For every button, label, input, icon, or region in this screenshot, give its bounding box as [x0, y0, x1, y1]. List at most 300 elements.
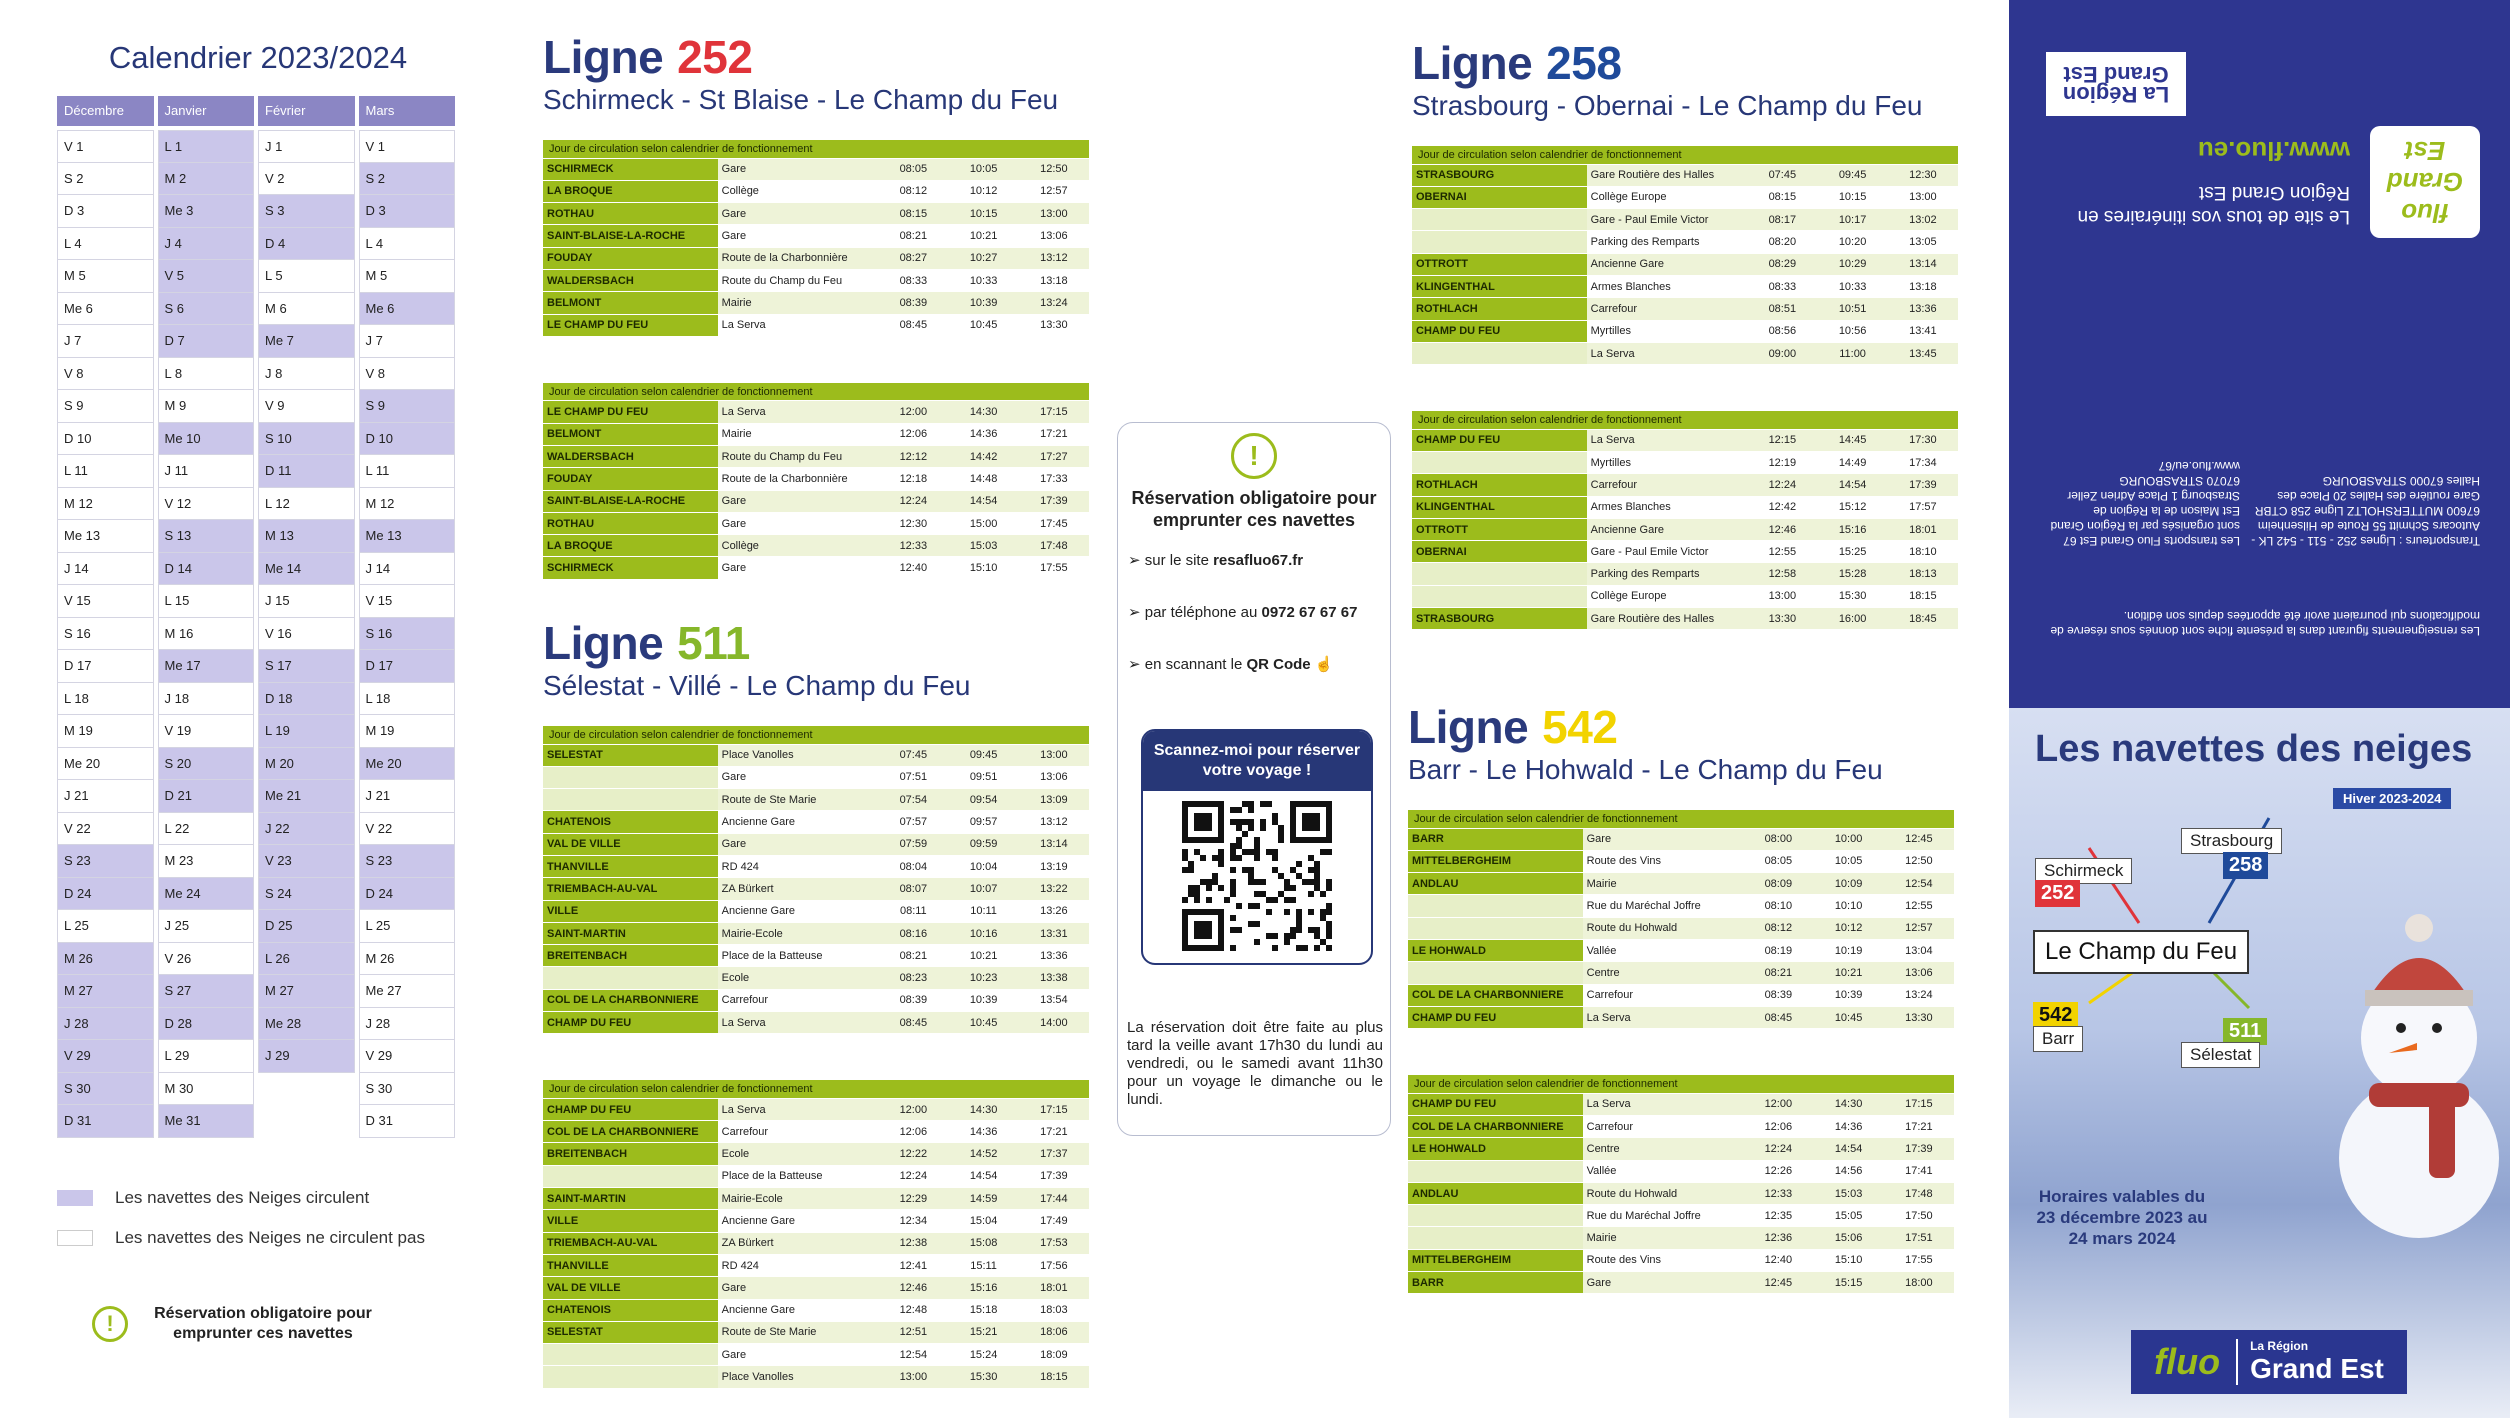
line-number: 511	[677, 617, 750, 669]
stop-name: Route de la Charbonnière	[718, 247, 879, 269]
calendar-day: M 5	[57, 260, 154, 293]
stop-name: La Serva	[718, 401, 879, 423]
badge-258: 258	[2223, 852, 2268, 879]
departure-time: 08:05	[878, 158, 948, 180]
departure-time: 13:54	[1019, 989, 1089, 1011]
timetable-row	[543, 247, 1089, 269]
departure-time: 12:40	[1743, 1249, 1813, 1271]
reservation-phone[interactable]: 0972 67 67 67	[1261, 604, 1358, 621]
stop-name: Gare	[718, 512, 879, 534]
timetable-row	[543, 811, 1089, 833]
calendar-day: J 14	[57, 553, 154, 586]
stop-town: TRIEMBACH-AU-VAL	[543, 1232, 718, 1254]
calendar-day: J 22	[258, 813, 355, 846]
departure-time: 13:18	[1888, 275, 1958, 297]
calendar-day: J 18	[158, 683, 255, 716]
stop-town: VILLE	[543, 1210, 718, 1232]
stop-town: LE CHAMP DU FEU	[543, 314, 718, 336]
legend-swatch-on	[57, 1190, 93, 1206]
fluo-logo: fluo Grand Est	[2370, 126, 2480, 238]
departure-time: 12:46	[878, 1277, 948, 1299]
departure-time: 12:22	[878, 1143, 948, 1165]
calendar-day: M 12	[359, 488, 456, 521]
stop-name: Mairie-Ecole	[718, 1188, 879, 1210]
stop-town	[1412, 209, 1587, 231]
departure-time: 10:00	[1813, 828, 1883, 850]
stop-town: BREITENBACH	[543, 1143, 718, 1165]
departure-time: 13:24	[1019, 292, 1089, 314]
stop-town: BARR	[1408, 1272, 1583, 1294]
departure-time: 18:00	[1884, 1272, 1954, 1294]
departure-time: 17:56	[1019, 1254, 1089, 1276]
departure-time: 13:06	[1019, 766, 1089, 788]
pin-strasbourg: Strasbourg	[2181, 828, 2282, 854]
legend-off-label: Les navettes des Neiges ne circulent pas	[115, 1228, 425, 1247]
departure-time: 15:04	[948, 1210, 1018, 1232]
line-block-258	[1412, 36, 1958, 630]
departure-time: 13:30	[1019, 314, 1089, 336]
calendar-day: J 21	[57, 780, 154, 813]
stop-town: ROTHLACH	[1412, 474, 1587, 496]
fluo-url[interactable]: www.fluo.eu	[2197, 136, 2350, 166]
departure-time: 17:15	[1019, 401, 1089, 423]
stop-town: SCHIRMECK	[543, 557, 718, 579]
calendar-month-header: Février	[258, 96, 355, 126]
departure-time: 14:49	[1817, 451, 1887, 473]
departure-time: 15:24	[948, 1344, 1018, 1366]
departure-time: 17:39	[1884, 1138, 1954, 1160]
calendar-day: V 29	[359, 1040, 456, 1073]
timetable-header: Jour de circulation selon calendrier de fonctionnement	[1408, 1075, 1954, 1093]
timetable-row	[543, 401, 1089, 423]
calendar-day: Me 10	[158, 423, 255, 456]
timetable-row	[543, 766, 1089, 788]
departure-time: 10:17	[1817, 209, 1887, 231]
qr-card-title: Scannez-moi pour réserver votre voyage !	[1143, 731, 1371, 791]
calendar-month-header: Janvier	[158, 96, 255, 126]
calendar-day: Me 24	[158, 878, 255, 911]
timetable-header: Jour de circulation selon calendrier de fonctionnement	[1412, 146, 1958, 164]
departure-time: 13:22	[1019, 878, 1089, 900]
timetable-row	[543, 1165, 1089, 1187]
departure-time: 10:19	[1813, 939, 1883, 961]
departure-time: 13:38	[1019, 967, 1089, 989]
departure-time: 14:54	[1817, 474, 1887, 496]
departure-time: 12:57	[1884, 917, 1954, 939]
departure-time: 15:03	[1813, 1182, 1883, 1204]
calendar-day: D 18	[258, 683, 355, 716]
stop-name: La Serva	[1587, 429, 1748, 451]
departure-time: 08:33	[1747, 275, 1817, 297]
departure-time: 17:44	[1019, 1188, 1089, 1210]
calendar-day: D 31	[359, 1105, 456, 1138]
departure-time: 10:12	[1813, 917, 1883, 939]
brand-region: La Région	[2250, 1339, 2309, 1353]
calendar-day: Me 20	[57, 748, 154, 781]
departure-time: 10:10	[1813, 895, 1883, 917]
stop-town: LE HOHWALD	[1408, 939, 1583, 961]
calendar-day: D 28	[158, 1008, 255, 1041]
calendar-day: M 12	[57, 488, 154, 521]
site-prefix: ➢ sur le site	[1128, 552, 1214, 569]
calendar-day: V 8	[57, 358, 154, 391]
departure-time: 14:30	[1813, 1093, 1883, 1115]
departure-time: 10:29	[1817, 253, 1887, 275]
departure-time: 09:57	[948, 811, 1018, 833]
departure-time: 09:51	[948, 766, 1018, 788]
departure-time: 15:28	[1817, 563, 1887, 585]
stop-town	[543, 1366, 718, 1388]
timetable-row	[1412, 320, 1958, 342]
departure-time: 18:15	[1888, 585, 1958, 607]
calendar-day: L 25	[57, 910, 154, 943]
timetable-row	[1408, 895, 1954, 917]
departure-time: 12:51	[878, 1321, 948, 1343]
line-route: Sélestat - Villé - Le Champ du Feu	[543, 670, 971, 701]
calendar-day: L 22	[158, 813, 255, 846]
stop-name: Route des Vins	[1583, 1249, 1744, 1271]
timetable-header: Jour de circulation selon calendrier de fonctionnement	[543, 726, 1089, 744]
timetable-row	[543, 1277, 1089, 1299]
timetable-header: Jour de circulation selon calendrier de fonctionnement	[543, 140, 1089, 158]
departure-time: 08:51	[1747, 298, 1817, 320]
calendar	[57, 96, 459, 1138]
timetable-row	[543, 900, 1089, 922]
departure-time: 10:07	[948, 878, 1018, 900]
line-title	[1412, 36, 1958, 90]
reservation-box	[1117, 422, 1391, 1136]
stop-town	[1408, 1160, 1583, 1182]
calendar-month-column	[57, 130, 154, 1138]
stop-town: CHAMP DU FEU	[1412, 429, 1587, 451]
departure-time: 12:57	[1019, 180, 1089, 202]
calendar-day: Me 31	[158, 1105, 255, 1138]
departure-time: 15:15	[1813, 1272, 1883, 1294]
timetable-row	[543, 1366, 1089, 1388]
timetable-row	[543, 292, 1089, 314]
timetable	[1408, 1075, 1954, 1294]
stop-town	[1412, 451, 1587, 473]
stop-name: Gare	[718, 1277, 879, 1299]
calendar-day: M 19	[57, 715, 154, 748]
calendar-month-column	[158, 130, 255, 1138]
stop-town: TRIEMBACH-AU-VAL	[543, 878, 718, 900]
calendar-day: V 1	[359, 130, 456, 163]
departure-time: 08:45	[1743, 1006, 1813, 1028]
line-route: Barr - Le Hohwald - Le Champ du Feu	[1408, 754, 1883, 785]
stop-town	[1412, 585, 1587, 607]
stop-town: OTTROTT	[1412, 253, 1587, 275]
departure-time: 10:39	[948, 989, 1018, 1011]
stop-town	[1412, 342, 1587, 364]
departure-time: 08:39	[878, 989, 948, 1011]
departure-time: 10:39	[948, 292, 1018, 314]
validity-dates: Horaires valables du 23 décembre 2023 au 24 mars 2024	[2036, 1187, 2208, 1248]
stop-town: VAL DE VILLE	[543, 1277, 718, 1299]
departure-time: 17:48	[1019, 535, 1089, 557]
departure-time: 12:55	[1884, 895, 1954, 917]
departure-time: 09:54	[948, 789, 1018, 811]
departure-time: 17:41	[1884, 1160, 1954, 1182]
timetable-row	[1412, 518, 1958, 540]
right-panel	[2009, 0, 2510, 1418]
stop-town	[543, 789, 718, 811]
stop-name: Myrtilles	[1587, 451, 1748, 473]
departure-time: 12:54	[878, 1344, 948, 1366]
badge-252: 252	[2035, 880, 2080, 907]
calendar-day: S 9	[57, 390, 154, 423]
calendar-day: M 13	[258, 520, 355, 553]
departure-time: 17:45	[1019, 512, 1089, 534]
departure-time: 12:34	[878, 1210, 948, 1232]
stop-name: ZA Bürkert	[718, 1232, 879, 1254]
calendar-day: D 24	[57, 878, 154, 911]
departure-time: 08:05	[1743, 850, 1813, 872]
calendar-month-column	[359, 130, 456, 1138]
calendar-day: S 23	[57, 845, 154, 878]
departure-time: 08:15	[1747, 186, 1817, 208]
calendar-day: S 17	[258, 650, 355, 683]
timetable-row	[1408, 1205, 1954, 1227]
departure-time: 12:06	[1743, 1115, 1813, 1137]
line-label: Ligne	[1408, 701, 1529, 753]
calendar-day	[258, 1105, 355, 1138]
stop-town: VILLE	[543, 900, 718, 922]
departure-time: 09:59	[948, 833, 1018, 855]
qr-code-image[interactable]	[1182, 801, 1332, 951]
stop-town: SAINT-MARTIN	[543, 922, 718, 944]
line-block-542	[1408, 700, 1954, 1294]
stop-name: Collège	[718, 535, 879, 557]
calendar-day: D 21	[158, 780, 255, 813]
departure-time: 08:16	[878, 922, 948, 944]
reservation-notice	[92, 1304, 402, 1344]
calendar-day: V 22	[359, 813, 456, 846]
departure-time: 13:31	[1019, 922, 1089, 944]
departure-time: 08:45	[878, 1012, 948, 1034]
calendar-title: Calendrier 2023/2024	[108, 40, 408, 75]
stop-name: Rue du Maréchal Joffre	[1583, 1205, 1744, 1227]
departure-time: 10:15	[948, 203, 1018, 225]
phone-prefix: ➢ par téléphone au	[1128, 604, 1262, 621]
calendar-day: L 12	[258, 488, 355, 521]
stop-name: RD 424	[718, 1254, 879, 1276]
departure-time: 12:30	[878, 512, 948, 534]
timetable-row	[1408, 1182, 1954, 1204]
destination-champ-du-feu: Le Champ du Feu	[2033, 930, 2249, 974]
departure-time: 08:17	[1747, 209, 1817, 231]
stop-town: COL DE LA CHARBONNIERE	[1408, 984, 1583, 1006]
stop-name: La Serva	[1587, 342, 1748, 364]
stop-town	[543, 1344, 718, 1366]
calendar-day: M 27	[258, 975, 355, 1008]
timetable-row	[1412, 209, 1958, 231]
reservation-box-title: Réservation obligatoire pour emprunter ces navettes	[1131, 488, 1377, 530]
back-cover	[2009, 0, 2510, 708]
calendar-day: Me 6	[359, 293, 456, 326]
calendar-day: D 3	[57, 195, 154, 228]
departure-time: 14:36	[948, 423, 1018, 445]
departure-time: 17:30	[1888, 429, 1958, 451]
timetable-row	[1412, 541, 1958, 563]
calendar-day: V 19	[158, 715, 255, 748]
stop-name: Gare - Paul Emile Victor	[1587, 209, 1748, 231]
departure-time: 13:00	[1747, 585, 1817, 607]
timetable-header: Jour de circulation selon calendrier de fonctionnement	[543, 1080, 1089, 1098]
departure-time: 10:05	[948, 158, 1018, 180]
departure-time: 10:16	[948, 922, 1018, 944]
stop-name: Ancienne Gare	[718, 900, 879, 922]
departure-time: 15:08	[948, 1232, 1018, 1254]
timetable-row	[1412, 275, 1958, 297]
timetable-row	[1412, 429, 1958, 451]
stop-town: COL DE LA CHARBONNIERE	[543, 989, 718, 1011]
departure-time: 08:21	[878, 225, 948, 247]
stop-town	[1408, 1205, 1583, 1227]
departure-time: 12:15	[1747, 429, 1817, 451]
stop-town: CHAMP DU FEU	[543, 1012, 718, 1034]
stop-name: Centre	[1583, 1138, 1744, 1160]
departure-time: 15:10	[948, 557, 1018, 579]
departure-time: 14:42	[948, 445, 1018, 467]
timetable-row	[543, 1232, 1089, 1254]
timetable	[1408, 810, 1954, 1029]
reservation-site-link[interactable]: resafluo67.fr	[1213, 552, 1304, 569]
calendar-day: L 25	[359, 910, 456, 943]
departure-time: 17:21	[1884, 1115, 1954, 1137]
departure-time: 08:45	[878, 314, 948, 336]
calendar-day: M 26	[359, 943, 456, 976]
timetable-row	[543, 945, 1089, 967]
badge-511: 511	[2223, 1018, 2267, 1045]
timetable-row	[1412, 496, 1958, 518]
qr-code-label: QR Code	[1246, 656, 1311, 673]
timetable-row	[1408, 1272, 1954, 1294]
calendar-day: S 13	[158, 520, 255, 553]
departure-time: 10:09	[1813, 873, 1883, 895]
calendar-day: S 16	[57, 618, 154, 651]
departure-time: 17:27	[1019, 445, 1089, 467]
calendar-day: L 11	[57, 455, 154, 488]
departure-time: 14:00	[1019, 1012, 1089, 1034]
timetable-row	[543, 922, 1089, 944]
departure-time: 07:59	[878, 833, 948, 855]
departure-time: 12:58	[1747, 563, 1817, 585]
calendar-day: Me 6	[57, 293, 154, 326]
stop-town: STRASBOURG	[1412, 164, 1587, 186]
departure-time: 15:11	[948, 1254, 1018, 1276]
stop-town	[543, 1165, 718, 1187]
calendar-day: V 16	[258, 618, 355, 651]
stop-town	[1408, 962, 1583, 984]
departure-time: 14:56	[1813, 1160, 1883, 1182]
calendar-day: S 2	[359, 163, 456, 196]
departure-time: 10:05	[1813, 850, 1883, 872]
pin-selestat: Sélestat	[2181, 1042, 2260, 1068]
departure-time: 12:30	[1888, 164, 1958, 186]
calendar-day: Me 28	[258, 1008, 355, 1041]
departure-time: 08:04	[878, 855, 948, 877]
stop-town: COL DE LA CHARBONNIERE	[1408, 1115, 1583, 1137]
departure-time: 17:21	[1019, 423, 1089, 445]
calendar-day: L 19	[258, 715, 355, 748]
calendar-day: M 9	[158, 390, 255, 423]
stop-town: KLINGENTHAL	[1412, 275, 1587, 297]
calendar-day: Me 13	[359, 520, 456, 553]
stop-name: Carrefour	[1583, 1115, 1744, 1137]
stop-name: Route de Ste Marie	[718, 789, 879, 811]
calendar-day: Me 3	[158, 195, 255, 228]
stop-town: LA BROQUE	[543, 535, 718, 557]
departure-time: 10:21	[948, 225, 1018, 247]
line-route: Strasbourg - Obernai - Le Champ du Feu	[1412, 90, 1923, 121]
stop-name: Route du Champ du Feu	[718, 445, 879, 467]
stop-town: FOUDAY	[543, 468, 718, 490]
season-badge: Hiver 2023-2024	[2333, 788, 2451, 809]
stop-town: MITTELBERGHEIM	[1408, 1249, 1583, 1271]
timetable-row	[543, 1098, 1089, 1120]
line-label: Ligne	[1412, 37, 1533, 89]
departure-time: 12:48	[878, 1299, 948, 1321]
line-title	[1408, 700, 1954, 754]
calendar-day: Me 13	[57, 520, 154, 553]
stop-name: Carrefour	[1587, 298, 1748, 320]
departure-time: 14:54	[1813, 1138, 1883, 1160]
legend-swatch-off	[57, 1230, 93, 1246]
calendar-day: L 18	[57, 683, 154, 716]
departure-time: 15:10	[1813, 1249, 1883, 1271]
calendar-day: J 21	[359, 780, 456, 813]
departure-time: 18:06	[1019, 1321, 1089, 1343]
calendar-day: S 30	[359, 1073, 456, 1106]
departure-time: 08:20	[1747, 231, 1817, 253]
stop-town: ROTHAU	[543, 512, 718, 534]
timetable-row	[543, 878, 1089, 900]
stop-town	[543, 967, 718, 989]
timetable-row	[1408, 873, 1954, 895]
departure-time: 17:48	[1884, 1182, 1954, 1204]
departure-time: 07:54	[878, 789, 948, 811]
departure-time: 10:21	[1813, 962, 1883, 984]
calendar-day: D 24	[359, 878, 456, 911]
stop-name: Ecole	[718, 1143, 879, 1165]
calendar-day: V 8	[359, 358, 456, 391]
organisation-text: Les transports Fluo Grand Est 67 sont organisés par la Région Grand Est Maison de la Région de Strasbourg 1 Place Adrien Zeller 67070 STRASBOURG www.fluo.eu/67	[2050, 459, 2240, 548]
departure-time: 13:12	[1019, 247, 1089, 269]
line-label: Ligne	[543, 617, 664, 669]
calendar-day: J 1	[258, 130, 355, 163]
calendar-day: J 28	[57, 1008, 154, 1041]
calendar-day: J 11	[158, 455, 255, 488]
departure-time: 08:27	[878, 247, 948, 269]
stop-name: Vallée	[1583, 1160, 1744, 1182]
stop-name: RD 424	[718, 855, 879, 877]
departure-time: 10:21	[948, 945, 1018, 967]
site-text: Le site de tous vos itinéraires en Région Grand Est	[2077, 182, 2350, 227]
calendar-day: D 11	[258, 455, 355, 488]
departure-time: 17:33	[1019, 468, 1089, 490]
line-block-511	[543, 616, 1089, 1389]
calendar-day: L 1	[158, 130, 255, 163]
calendar-day: S 6	[158, 293, 255, 326]
line-number: 258	[1546, 37, 1622, 89]
departure-time: 12:18	[878, 468, 948, 490]
stop-name: Mairie-Ecole	[718, 922, 879, 944]
stop-name: Mairie	[1583, 1227, 1744, 1249]
timetable-row	[1412, 585, 1958, 607]
timetable-row	[1408, 1249, 1954, 1271]
stop-name: Gare	[718, 158, 879, 180]
